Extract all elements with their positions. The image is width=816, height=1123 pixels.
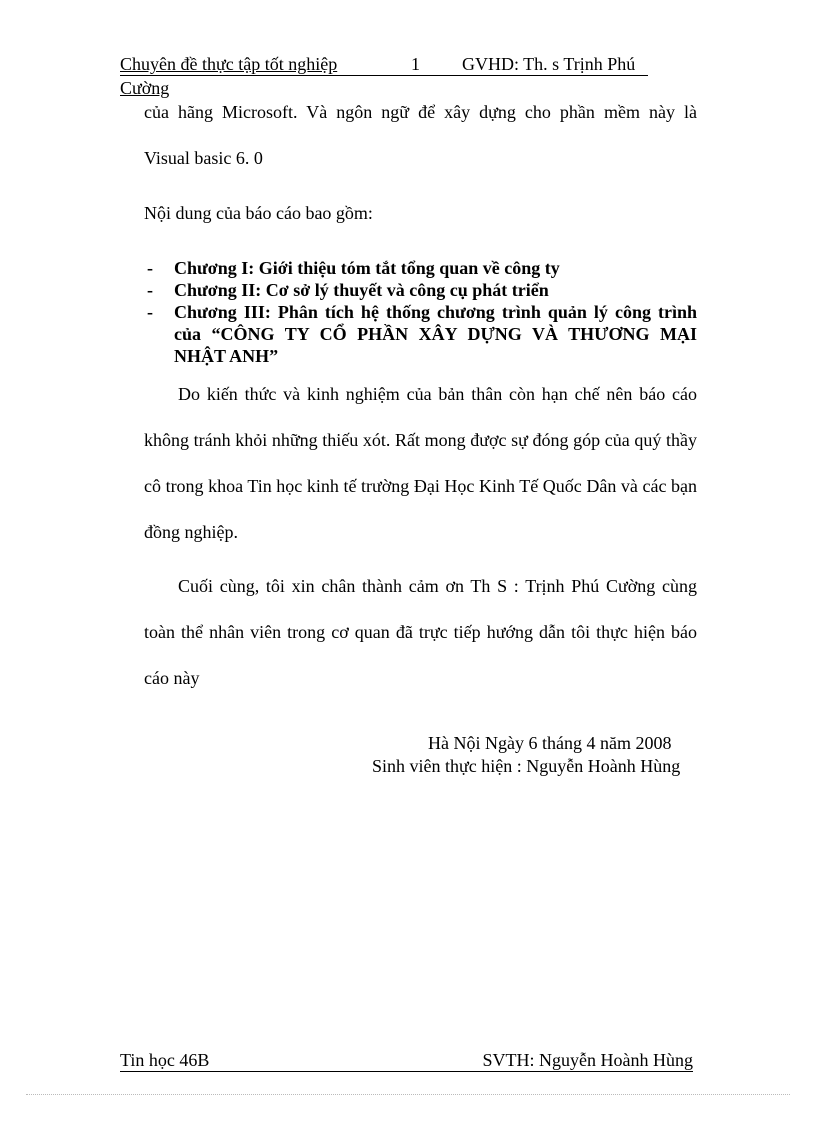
chapter-item [147,279,697,301]
page-bottom-divider [26,1094,790,1095]
footer-student: SVTH: Nguyễn Hoành Hùng [482,1050,693,1070]
chapter-bullet: - [147,258,153,278]
page-header [120,53,650,99]
footer-class: Tin học 46B [120,1050,210,1070]
paragraph-thanks-text: Cuối cùng, tôi xin chân thành cảm ơn Th S : Trịnh Phú Cường cùng toàn thể nhân viên trong cơ quan đã trực tiếp hướng dẫn tôi thực hiện báo cáo này [144,576,697,688]
paragraph-limitations-text: Do kiến thức và kinh nghiệm của bản thân còn hạn chế nên báo cáo không tránh khỏi những thiếu xót. Rất mong được sự đóng góp của quý thầy cô trong khoa Tin học kinh tế trường Đại Học Kinh Tế Quốc Dân và các bạn đồng nghiệp. [144,384,697,542]
header-page-number: 1 [411,54,420,74]
chapter-text: Chương I: Giới thiệu tóm tắt tổng quan về công ty [174,258,560,278]
chapter-bullet: - [147,302,153,322]
header-line [120,53,648,76]
header-advisor: GVHD: Th. s Trịnh Phú [462,54,636,74]
chapter-item [147,257,697,279]
signature-author: Sinh viên thực hiện : Nguyễn Hoành Hùng [372,756,681,776]
paragraph-visual-basic: Visual basic 6. 0 [144,148,263,168]
chapter-text: Chương III: Phân tích hệ thống chương trình quản lý công trình của “CÔNG TY CỔ PHẦN XÂY DỰNG VÀ THƯƠNG MẠI NHẬT ANH” [174,302,697,366]
paragraph-limitations [144,371,697,555]
chapter-text: Chương II: Cơ sở lý thuyết và công cụ phát triển [174,280,549,300]
paragraph-intro: của hãng Microsoft. Và ngôn ngữ để xây dựng cho phần mềm này là [144,102,697,122]
page-footer [120,1049,693,1072]
chapter-item [147,301,697,367]
signature-date: Hà Nội Ngày 6 tháng 4 năm 2008 [428,733,672,753]
header-title: Chuyên đề thực tập tốt nghiệp [120,54,338,74]
paragraph-thanks [144,563,697,701]
paragraph-contents-heading: Nội dung của báo cáo bao gồm: [144,203,373,223]
chapter-list [147,257,697,367]
chapter-bullet: - [147,280,153,300]
header-advisor-continued: Cường [120,78,170,98]
